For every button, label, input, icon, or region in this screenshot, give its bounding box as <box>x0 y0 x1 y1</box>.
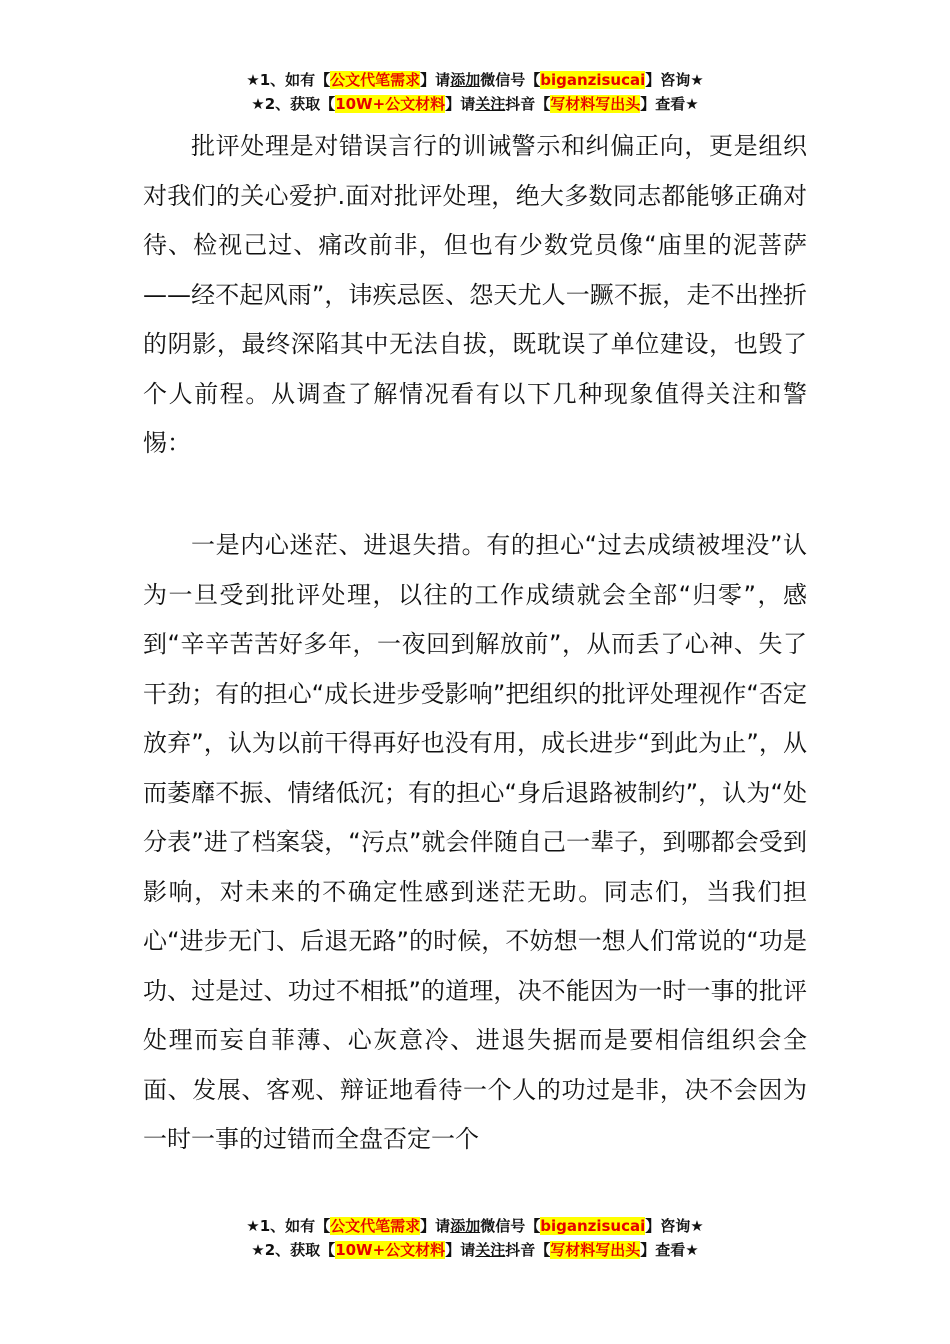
header-line-1-text: ★1、如有【 <box>246 71 331 89</box>
footer-line-2-text: 抖音【 <box>505 1241 551 1259</box>
footer-line-2-text: 】请 <box>445 1241 476 1259</box>
footer-line-1 <box>0 1214 950 1238</box>
footer-line-1-highlight: 公文代笔需求 <box>330 1217 421 1235</box>
footer-line-1-text: ★1、如有【 <box>246 1217 331 1235</box>
paragraph-point-one: 一是内心迷茫、进退失措。有的担心“过去成绩被埋没”认为一旦受到批评处理，以往的工作成绩就会全部“归零”，感到“辛辛苦苦好多年，一夜回到解放前”，从而丢了心神、失了干劲；有的担心“成长进步受影响”把组织的批评处理视作“否定放弃”，认为以前干得再好也没有用，成长进步“到此为止”，从而萎靡不振、情绪低沉；有的担心“身后退路被制约”，认为“处分表”进了档案袋，“污点”就会伴随自己一辈子，到哪都会受到影响，对未来的不确定性感到迷茫无助。同志们，当我们担心“进步无门、后退无路”的时候，不妨想一想人们常说的“功是功、过是过、功过不相抵”的道理，决不能因为一时一事的批评处理而妄自菲薄、心灰意冷、进退失据而是要相信组织会全面、发展、客观、辩证地看待一个人的功过是非，决不会因为一时一事的过错而全盘否定一个 <box>143 531 807 1153</box>
header-line-1-text: 】请 <box>420 71 451 89</box>
document-body-section-1 <box>143 122 807 469</box>
header-banner <box>0 68 950 116</box>
header-line-2 <box>0 92 950 116</box>
wechat-id: biganzisucai <box>540 1217 646 1235</box>
header-line-1-highlight: 公文代笔需求 <box>330 71 421 89</box>
header-line-1-underlined: 添加 <box>450 71 481 89</box>
douyin-account: 写材料写出头 <box>550 1241 641 1259</box>
paragraph-intro: 批评处理是对错误言行的训诫警示和纠偏正向，更是组织对我们的关心爱护.面对批评处理，绝大多数同志都能够正确对待、检视己过、痛改前非，但也有少数党员像“庙里的泥菩萨——经不起风雨”，讳疾忌医、怨天尤人一蹶不振，走不出挫折的阴影，最终深陷其中无法自拔，既耽误了单位建设，也毁了个人前程。从调查了解情况看有以下几种现象值得关注和警惕： <box>143 132 807 457</box>
wechat-id: biganzisucai <box>540 71 646 89</box>
header-line-2-text: 抖音【 <box>505 95 551 113</box>
document-body-section-2 <box>143 521 807 1165</box>
header-line-2-text: ★2、获取【 <box>251 95 336 113</box>
footer-line-1-text: 】请 <box>420 1217 451 1235</box>
douyin-account: 写材料写出头 <box>550 95 641 113</box>
footer-line-2-text: ★2、获取【 <box>251 1241 336 1259</box>
footer-line-1-text: 微信号【 <box>480 1217 541 1235</box>
footer-banner <box>0 1214 950 1262</box>
footer-line-2-text: 】查看★ <box>640 1241 699 1259</box>
footer-line-1-text: 】咨询★ <box>645 1217 704 1235</box>
footer-line-1-underlined: 添加 <box>450 1217 481 1235</box>
header-line-1-text: 微信号【 <box>480 71 541 89</box>
header-line-2-highlight: 10W+公文材料 <box>335 95 446 113</box>
footer-line-2-highlight: 10W+公文材料 <box>335 1241 446 1259</box>
header-line-1-text: 】咨询★ <box>645 71 704 89</box>
footer-line-2-underlined: 关注 <box>475 1241 506 1259</box>
header-line-2-underlined: 关注 <box>475 95 506 113</box>
header-line-2-text: 】请 <box>445 95 476 113</box>
footer-line-2 <box>0 1238 950 1262</box>
header-line-1 <box>0 68 950 92</box>
header-line-2-text: 】查看★ <box>640 95 699 113</box>
